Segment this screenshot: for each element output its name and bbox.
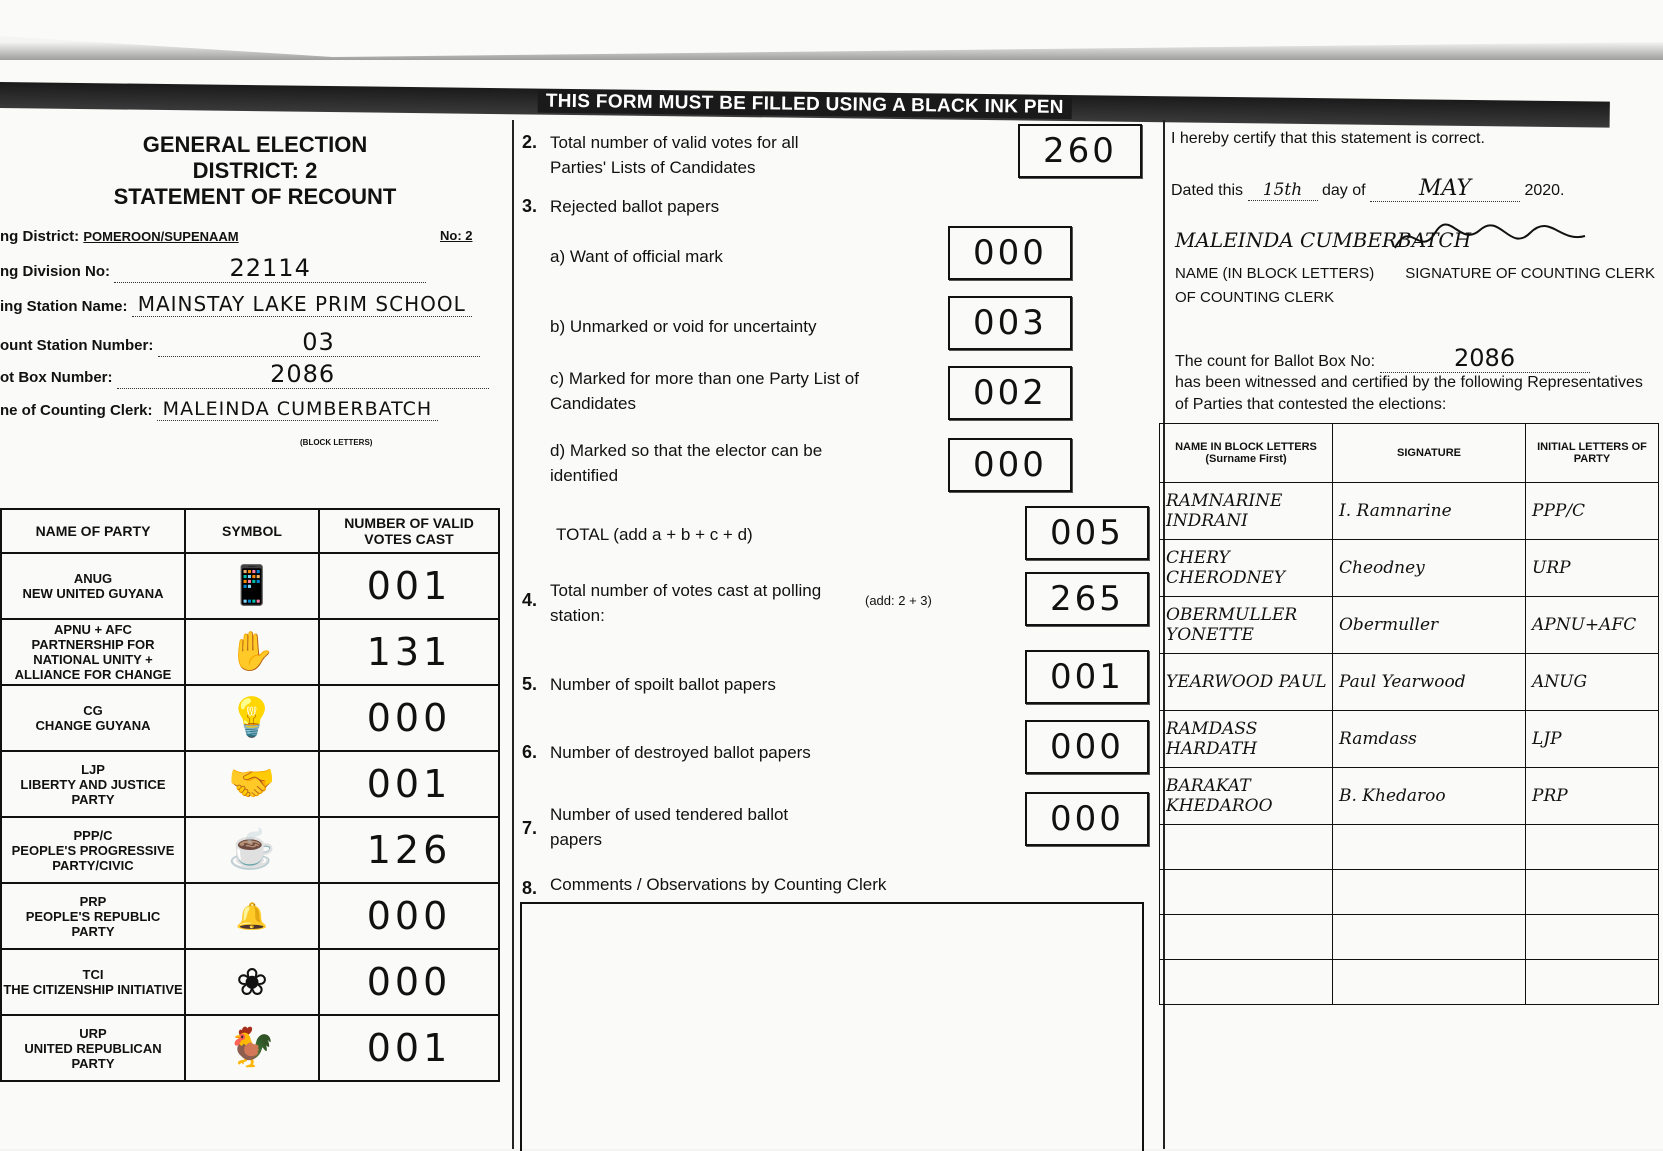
col-valid-votes: NUMBER OF VALID VOTES CAST [319, 509, 499, 553]
party-name-cell [1, 553, 185, 619]
party-name-cell [1, 685, 185, 751]
district-label: ng District: [0, 228, 80, 245]
party-votes: 001 [319, 1015, 499, 1081]
rep-name: YEARWOOD PAUL [1160, 654, 1333, 711]
q7-text: Number of used tendered ballot papers [550, 805, 789, 849]
party-votes: 001 [319, 751, 499, 817]
q3d-value-box: 000 [948, 438, 1072, 492]
party-full-name: LIBERTY AND JUSTICE PARTY [20, 776, 166, 807]
parties-table [0, 508, 500, 1082]
col-symbol: SYMBOL [185, 509, 319, 553]
q8-number: 8. [522, 878, 538, 898]
party-full-name: PEOPLE'S PROGRESSIVE PARTY/CIVIC [11, 842, 175, 873]
rep-name-empty[interactable] [1160, 960, 1333, 1005]
count-value: 2086 [1380, 344, 1590, 373]
q7-value-box: 000 [1025, 792, 1149, 846]
party-abbr: URP [79, 1025, 107, 1041]
dated-line [1171, 176, 1565, 202]
rep-name-empty[interactable] [1160, 825, 1333, 870]
ballot-box-line [0, 360, 489, 389]
q7-number: 7. [522, 818, 538, 838]
party-row [1, 685, 499, 751]
q3-text: Rejected ballot papers [550, 197, 720, 216]
total-text: TOTAL (add a + b + c + d) [556, 525, 753, 544]
rep-party-empty[interactable] [1526, 915, 1659, 960]
party-row [1, 553, 499, 619]
handshake-icon: 🤝 [185, 751, 319, 817]
rep-row [1160, 597, 1659, 654]
rep-party-empty[interactable] [1526, 960, 1659, 1005]
month-value: MAY [1370, 176, 1520, 202]
party-abbr: PPP/C [73, 827, 113, 843]
heading-line-1: GENERAL ELECTION [142, 132, 368, 157]
q2-value-box: 260 [1018, 124, 1142, 178]
rep-name: RAMDASS HARDATH [1160, 711, 1333, 768]
column-divider-left [512, 120, 514, 1149]
clerk-name-handwritten: MALEINDA CUMBERBATCH [1175, 228, 1472, 252]
party-votes: 000 [319, 949, 499, 1015]
q2-text: Total number of valid votes for all Parties' Lists of Candidates [550, 133, 799, 177]
party-name-cell [1, 949, 185, 1015]
party-votes: 001 [319, 553, 499, 619]
rep-row-empty [1160, 870, 1659, 915]
party-row [1, 817, 499, 883]
q3a-text: a) Want of official mark [550, 247, 723, 266]
q4-text: Total number of votes cast at polling station: [550, 581, 822, 625]
district-line [0, 228, 473, 245]
comments-box[interactable] [520, 902, 1144, 1151]
party-abbr: LJP [81, 761, 105, 777]
year-label: 2020. [1524, 182, 1565, 199]
rep-party-empty[interactable] [1526, 870, 1659, 915]
rep-row [1160, 768, 1659, 825]
q8-text: Comments / Observations by Counting Clerk [550, 875, 887, 894]
rep-row [1160, 483, 1659, 540]
station-label: ing Station Name: [0, 298, 128, 315]
witness-text: has been witnessed and certified by the following Representatives of Parties that contested the elections: [1175, 374, 1643, 413]
banner-text: THIS FORM MUST BE FILLED USING A BLACK INK PEN [538, 91, 1072, 120]
signature-clerk-label: SIGNATURE OF COUNTING CLERK [1405, 265, 1655, 282]
party-abbr: CG [83, 703, 103, 718]
total-value-box: 005 [1025, 506, 1149, 560]
q5-number: 5. [522, 674, 538, 694]
district-value: POMEROON/SUPENAAM [83, 229, 239, 244]
rep-signature: B. Khedaroo [1333, 768, 1526, 825]
q5-value-box: 001 [1025, 650, 1149, 704]
q5-text: Number of spoilt ballot papers [550, 675, 776, 694]
heading-line-2: DISTRICT: 2 [192, 158, 318, 183]
count-station-line [0, 328, 480, 357]
party-row [1, 883, 499, 949]
count-label: The count for Ballot Box No: [1175, 353, 1376, 370]
block-letters-note: (BLOCK LETTERS) [300, 438, 373, 447]
clerk-signature [1390, 218, 1590, 258]
party-full-name: PEOPLE'S REPUBLIC PARTY [25, 908, 161, 939]
bell-icon: 🔔 [185, 883, 319, 949]
rep-signature: Cheodney [1333, 540, 1526, 597]
rep-signature: Obermuller [1333, 597, 1526, 654]
certify-text: I hereby certify that this statement is correct. [1171, 130, 1485, 147]
station-value: MAINSTAY LAKE PRIM SCHOOL [132, 292, 472, 317]
rep-signature-empty[interactable] [1333, 915, 1526, 960]
rep-party: PRP [1526, 768, 1659, 825]
party-votes: 126 [319, 817, 499, 883]
q3b-text: b) Unmarked or void for uncertainty [550, 317, 817, 336]
ballot-box-label: ot Box Number: [0, 369, 113, 386]
clerk-label: ne of Counting Clerk: [0, 402, 153, 419]
q6-text: Number of destroyed ballot papers [550, 743, 811, 762]
q3a-value-box: 000 [948, 226, 1072, 280]
rep-name-empty[interactable] [1160, 915, 1333, 960]
q4-note: (add: 2 + 3) [865, 593, 932, 608]
form-heading [110, 132, 400, 210]
flower-icon: ❀ [185, 949, 319, 1015]
party-row [1, 949, 499, 1015]
count-station-value: 03 [158, 328, 480, 357]
heading-line-3: STATEMENT OF RECOUNT [113, 184, 397, 209]
rep-signature-empty[interactable] [1333, 960, 1526, 1005]
q3-number: 3. [522, 196, 538, 216]
party-row [1, 751, 499, 817]
q6-value-box: 000 [1025, 720, 1149, 774]
clerk-line [0, 398, 438, 421]
lightbulb-icon: 💡 [185, 685, 319, 751]
q6-number: 6. [522, 742, 538, 762]
rep-name: OBERMULLER YONETTE [1160, 597, 1333, 654]
party-abbr: PRP [79, 893, 107, 909]
col-name-of-party: NAME OF PARTY [1, 509, 185, 553]
rooster-icon: 🐓 [185, 1015, 319, 1081]
reps-col-party: INITIAL LETTERS OF PARTY [1526, 424, 1659, 483]
name-block-label: NAME (IN BLOCK LETTERS) OF COUNTING CLERK [1175, 265, 1375, 306]
ballot-box-value: 2086 [117, 360, 489, 389]
phone-icon: 📱 [185, 553, 319, 619]
middle-column [520, 120, 1160, 1149]
q3c-value-box: 002 [948, 366, 1072, 420]
count-station-label: ount Station Number: [0, 337, 154, 354]
party-votes: 131 [319, 619, 499, 685]
rep-name-empty[interactable] [1160, 870, 1333, 915]
paper-top-edge [0, 0, 1663, 60]
rep-row [1160, 540, 1659, 597]
rep-signature: I. Ramnarine [1333, 483, 1526, 540]
representatives-table [1159, 423, 1659, 1005]
rep-party: URP [1526, 540, 1659, 597]
party-votes: 000 [319, 883, 499, 949]
rep-row-empty [1160, 915, 1659, 960]
q3b-value-box: 003 [948, 296, 1072, 350]
q3c-text: c) Marked for more than one Party List of Candidates [550, 369, 859, 413]
rep-party: ANUG [1526, 654, 1659, 711]
party-full-name: CHANGE GUYANA [35, 718, 151, 733]
district-number: No: 2 [440, 228, 473, 243]
party-full-name: UNITED REPUBLICAN PARTY [24, 1040, 162, 1071]
party-votes: 000 [319, 685, 499, 751]
rep-party: PPP/C [1526, 483, 1659, 540]
day-of-label: day of [1321, 182, 1366, 199]
rep-row-empty [1160, 960, 1659, 1005]
rep-name: CHERY CHERODNEY [1160, 540, 1333, 597]
rep-party: APNU+AFC [1526, 597, 1659, 654]
party-full-name: NEW UNITED GUYANA [22, 586, 164, 601]
q4-value-box: 265 [1025, 572, 1149, 626]
party-full-name: THE CITIZENSHIP INITIATIVE [3, 982, 183, 997]
reps-col-signature: SIGNATURE [1333, 424, 1526, 483]
rep-name: BARAKAT KHEDAROO [1160, 768, 1333, 825]
rep-signature: Paul Yearwood [1333, 654, 1526, 711]
rep-party: LJP [1526, 711, 1659, 768]
party-row [1, 619, 499, 685]
rep-signature: Ramdass [1333, 711, 1526, 768]
dated-this-label: Dated this [1171, 182, 1244, 199]
division-label: ng Division No: [0, 263, 110, 280]
party-name-cell [1, 817, 185, 883]
hand-icon: ✋ [185, 619, 319, 685]
party-name-cell [1, 751, 185, 817]
q3d-text: d) Marked so that the elector can be identified [550, 441, 823, 485]
rep-signature-empty[interactable] [1333, 825, 1526, 870]
party-abbr: TCI [82, 967, 104, 982]
cup-icon: ☕ [185, 817, 319, 883]
reps-col-name: NAME IN BLOCK LETTERS (Surname First) [1160, 424, 1333, 483]
station-line [0, 292, 472, 317]
rep-row [1160, 654, 1659, 711]
party-abbr: APNU + AFC [54, 622, 132, 637]
party-name-cell [1, 1015, 185, 1081]
rep-signature-empty[interactable] [1333, 870, 1526, 915]
party-full-name: PARTNERSHIP FOR NATIONAL UNITY + ALLIANCE FOR CHANGE [14, 637, 172, 682]
rep-row-empty [1160, 825, 1659, 870]
left-column [0, 120, 510, 1149]
division-line [0, 254, 426, 283]
q2-number: 2. [522, 132, 538, 152]
count-line [1175, 344, 1590, 373]
party-name-cell [1, 619, 185, 685]
clerk-value: MALEINDA CUMBERBATCH [157, 398, 439, 421]
party-row [1, 1015, 499, 1081]
q4-number: 4. [522, 590, 538, 610]
rep-name: RAMNARINE INDRANI [1160, 483, 1333, 540]
day-value: 15th [1248, 180, 1318, 201]
right-column [1165, 120, 1663, 1149]
rep-party-empty[interactable] [1526, 825, 1659, 870]
division-value: 22114 [114, 254, 426, 283]
party-abbr: ANUG [73, 571, 113, 586]
rep-row [1160, 711, 1659, 768]
party-name-cell [1, 883, 185, 949]
